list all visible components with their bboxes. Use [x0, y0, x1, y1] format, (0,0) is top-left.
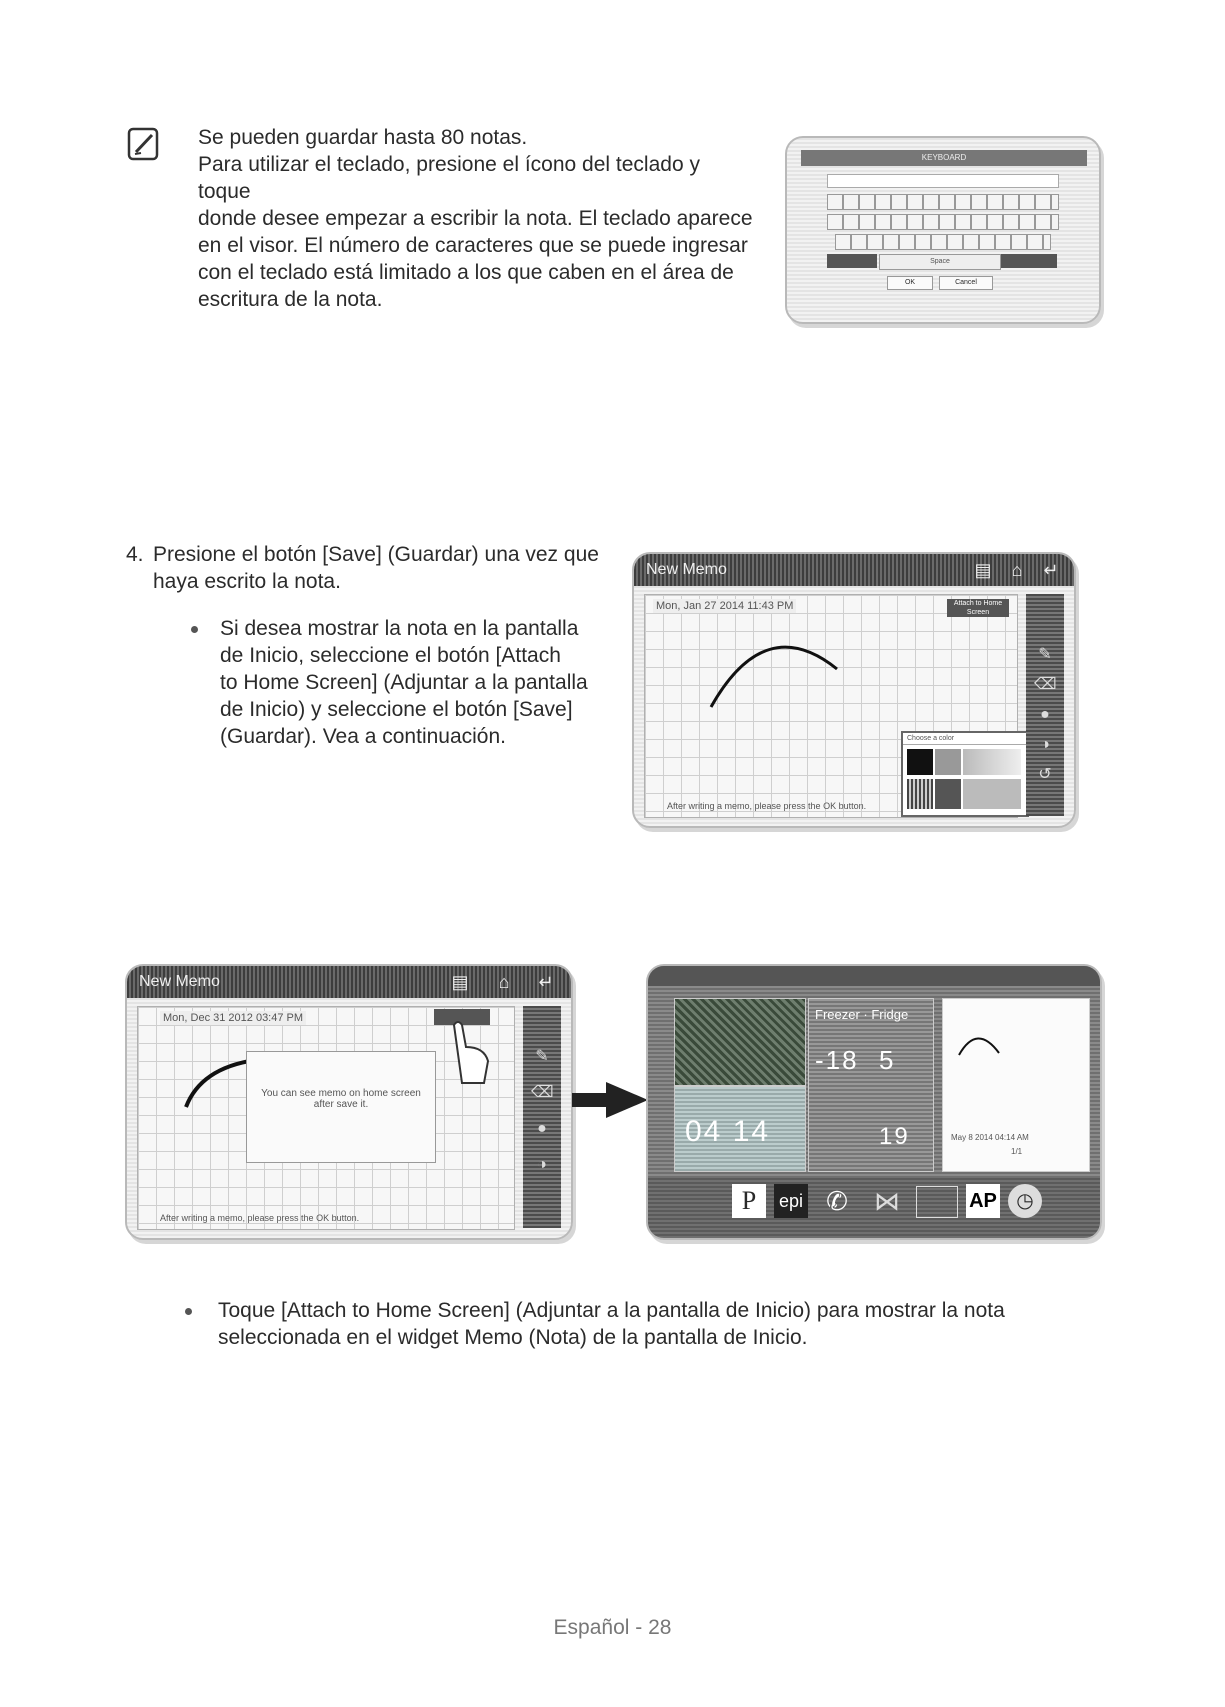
step-number: 4.: [126, 543, 144, 566]
fridge-widget-title: Freezer · Fridge: [815, 1007, 909, 1022]
eraser-icon[interactable]: ⌫: [1034, 676, 1057, 693]
keyboard-screenshot: [785, 136, 1101, 324]
pen-icon[interactable]: ✎: [1038, 646, 1052, 663]
note-line: con el teclado está limitado a los que caben en el área de: [198, 261, 734, 284]
memo-app-icon[interactable]: ⋈: [874, 1186, 900, 1216]
pen-icon[interactable]: ✎: [535, 1048, 549, 1065]
memo-widget-page: 1/1: [1011, 1147, 1023, 1156]
note-line: donde desee empezar a escribir la nota. El teclado aparece: [198, 207, 753, 230]
bullet-line: Si desea mostrar la nota en la pantalla: [220, 617, 579, 640]
memo-title-bar: [634, 554, 1074, 586]
note-line: Se pueden guardar hasta 80 notas.: [198, 126, 528, 149]
arrow-right-icon: [572, 1082, 648, 1118]
note-line: en el visor. El número de caracteres que se puede ingresar: [198, 234, 748, 257]
keyboard-enter-key[interactable]: [1001, 254, 1057, 268]
color-swatch[interactable]: [963, 779, 1021, 809]
color-icon[interactable]: ◑: [537, 1156, 547, 1173]
clock-app-icon[interactable]: ◷: [1008, 1184, 1042, 1218]
trash-icon[interactable]: ▤: [451, 972, 469, 992]
status-bar: [648, 966, 1100, 986]
note-icon: [127, 127, 159, 161]
color-picker-popup[interactable]: [901, 731, 1029, 817]
note-text: [198, 124, 758, 313]
page-footer: Español - 28: [553, 1616, 672, 1639]
note-line: Para utilizar el teclado, presione el ícono del teclado y toque: [198, 153, 700, 203]
memo-hint: After writing a memo, please press the OK button.: [160, 1213, 360, 1223]
trash-icon[interactable]: ▤: [974, 560, 992, 580]
bullet-line: de Inicio) y seleccione el botón [Save]: [220, 698, 573, 721]
keyboard-header: [801, 150, 1087, 166]
pandora-app-icon[interactable]: P: [732, 1184, 766, 1218]
color-swatch[interactable]: [907, 779, 933, 809]
fridge-widget[interactable]: [808, 998, 934, 1172]
memo-toolbar: [1026, 594, 1064, 816]
phone-app-icon[interactable]: ✆: [826, 1186, 848, 1216]
memo-title-bar: [127, 966, 571, 998]
bullet-line: Toque [Attach to Home Screen] (Adjuntar a la pantalla de Inicio) para mostrar la nota: [218, 1299, 1005, 1322]
memo-widget-date: May 8 2014 04:14 AM: [951, 1133, 1029, 1142]
step4-bullet-text: [220, 615, 620, 750]
color-swatch[interactable]: [907, 749, 933, 775]
memo-title: New Memo: [139, 973, 220, 990]
memo-screenshot-1: [632, 552, 1076, 828]
bullet-icon: [185, 1308, 192, 1315]
memo-canvas[interactable]: [137, 1006, 515, 1230]
home-icon[interactable]: ⌂: [498, 972, 510, 992]
popup-message: You can see memo on home screen: [261, 1088, 421, 1099]
attach-to-home-button[interactable]: Attach to Home Screen: [947, 599, 1009, 617]
clock-time: 04 14: [685, 1115, 771, 1148]
thickness-icon[interactable]: ●: [537, 1120, 547, 1137]
app-dock: [648, 1176, 1100, 1236]
keyboard-shift-key[interactable]: [827, 254, 877, 268]
keyboard-title: KEYBOARD: [921, 153, 967, 162]
memo-date: Mon, Jan 27 2014 11:43 PM: [653, 599, 796, 613]
step4-line: haya escrito la nota.: [153, 570, 341, 593]
handwritten-stroke: [705, 631, 845, 711]
step4-text: [153, 541, 613, 595]
back-icon[interactable]: ↵: [1043, 560, 1059, 580]
clock-widget[interactable]: [674, 1086, 806, 1172]
keyboard-ok-button[interactable]: OK: [887, 276, 933, 290]
back-icon[interactable]: ↵: [538, 972, 554, 992]
note-line: escritura de la nota.: [198, 288, 383, 311]
memo-date: Mon, Dec 31 2012 03:47 PM: [160, 1011, 306, 1025]
tv-app-icon[interactable]: [916, 1186, 958, 1218]
fridge-temp: 5: [879, 1045, 896, 1075]
home-screenshot: [646, 964, 1102, 1240]
memo-hint: After writing a memo, please press the OK button.: [667, 801, 867, 811]
bottom-bullet-text: [218, 1297, 1118, 1351]
color-icon[interactable]: ◑: [1040, 736, 1050, 753]
bullet-line: seleccionada en el widget Memo (Nota) de la pantalla de Inicio.: [218, 1326, 808, 1349]
finger-icon: [444, 1017, 494, 1087]
color-swatch[interactable]: [935, 749, 961, 775]
memo-toolbar: [523, 1006, 561, 1228]
keyboard-row-2[interactable]: [827, 214, 1059, 230]
bullet-line: (Guardar). Vea a continuación.: [220, 725, 507, 748]
freezer-temp: -18: [815, 1045, 859, 1075]
memo-screenshot-2: [125, 964, 573, 1240]
color-swatch[interactable]: [963, 749, 1021, 775]
keyboard-row-3[interactable]: [835, 234, 1051, 250]
keyboard-space-key[interactable]: Space: [879, 254, 1001, 270]
epicurious-app-icon[interactable]: epi: [774, 1184, 808, 1218]
step4-line: Presione el botón [Save] (Guardar) una vez que: [153, 543, 599, 566]
small-temp: 19: [879, 1123, 910, 1150]
color-swatch[interactable]: [935, 779, 961, 809]
memo-widget[interactable]: [942, 998, 1090, 1172]
popup-message: after save it.: [313, 1099, 369, 1110]
eraser-icon[interactable]: ⌫: [531, 1084, 554, 1101]
bullet-line: de Inicio, seleccione el botón [Attach: [220, 644, 561, 667]
thickness-icon[interactable]: ●: [1040, 706, 1050, 723]
photo-widget[interactable]: [674, 998, 806, 1086]
keyboard-row-1[interactable]: [827, 194, 1059, 210]
memo-title: New Memo: [646, 561, 727, 578]
undo-icon[interactable]: ↺: [1038, 766, 1052, 783]
home-icon[interactable]: ⌂: [1011, 560, 1023, 580]
handwritten-stroke: [957, 1029, 1007, 1059]
ap-app-icon[interactable]: AP: [966, 1184, 1000, 1218]
memo-canvas[interactable]: [644, 594, 1018, 818]
color-picker-title: Choose a color: [903, 733, 1027, 745]
bullet-icon: [191, 626, 198, 633]
saved-info-popup: [246, 1051, 436, 1163]
bullet-line: to Home Screen] (Adjuntar a la pantalla: [220, 671, 588, 694]
keyboard-text-field[interactable]: [827, 174, 1059, 188]
keyboard-cancel-button[interactable]: Cancel: [939, 276, 993, 290]
